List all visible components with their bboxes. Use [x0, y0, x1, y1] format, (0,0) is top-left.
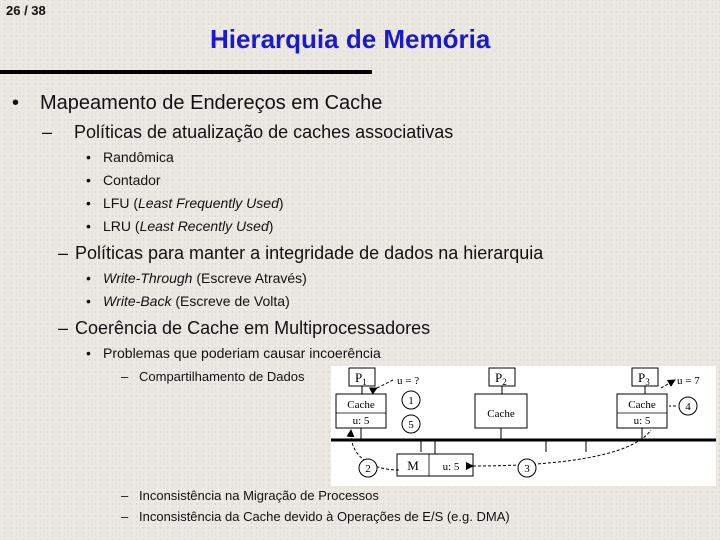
cache-coherence-diagram: [331, 366, 716, 486]
step-2: [359, 459, 377, 477]
item-text-post: ): [268, 218, 274, 234]
list-item: • LRU (Least Recently Used): [86, 218, 274, 234]
slide-title: Hierarquia de Memória: [210, 24, 491, 54]
item-text-post: ): [278, 195, 284, 211]
item-text: Problemas que poderiam causar incoerência: [103, 345, 381, 361]
cache-value: u: 5: [352, 415, 370, 427]
cache-label: Cache: [347, 399, 375, 411]
section2-heading-text: Políticas para manter a integridade de dados na hierarquia: [75, 243, 544, 263]
processor-p3: [632, 368, 658, 387]
page-number: 26 / 38: [6, 3, 46, 18]
step-4: [679, 397, 697, 415]
main-bullet-text: Mapeamento de Endereços em Cache: [40, 92, 383, 114]
list-item: • LFU (Least Frequently Used): [86, 195, 284, 211]
item-text-pre: LRU (: [103, 218, 140, 234]
step-number: 5: [408, 419, 414, 431]
item-text: Contador: [103, 172, 161, 188]
processor-subscript: 2: [502, 377, 507, 387]
p1-read-label: u = ?: [397, 375, 420, 387]
list-item: • Contador: [86, 172, 161, 188]
section3-heading: – Coerência de Cache em Multiprocessadores: [58, 318, 431, 338]
section1-heading-text: Políticas de atualização de caches associativas: [74, 122, 454, 142]
item-text-italic: Least Frequently Used: [138, 195, 279, 211]
processor-subscript: 1: [362, 377, 367, 387]
item-text: Randômica: [103, 149, 174, 165]
sub-item-text: Compartilhamento de Dados: [139, 369, 305, 384]
item-text-italic: Write-Back: [103, 293, 172, 309]
section3-heading-text: Coerência de Cache em Multiprocessadores: [75, 318, 431, 338]
step-5: [402, 415, 420, 433]
p3-write-label: u = 7: [677, 375, 700, 387]
cache-label: Cache: [628, 399, 656, 411]
processor-label: P: [495, 370, 503, 385]
memory-label: M: [407, 458, 419, 473]
list-item: • Write-Back (Escreve de Volta): [86, 293, 290, 309]
item-text-post: (Escreve de Volta): [171, 293, 290, 309]
processor-subscript: 3: [645, 377, 650, 387]
section1-heading: – Políticas de atualização de caches associativas: [42, 122, 454, 142]
svg-text:P2: [495, 370, 507, 387]
title-underline: [0, 70, 372, 74]
step-number: 4: [685, 401, 691, 413]
item-text-italic: Write-Through: [103, 270, 193, 286]
sub-list-item: – Inconsistência na Migração de Processos: [121, 488, 379, 503]
sub-item-text: Inconsistência da Cache devido à Operações de E/S (e.g. DMA): [139, 509, 510, 524]
item-text-italic: Least Recently Used: [139, 218, 269, 234]
cache-1: [336, 394, 386, 428]
list-item: • Problemas que poderiam causar incoerência: [86, 345, 381, 361]
memory-value: u: 5: [442, 461, 460, 473]
cache-label: Cache: [487, 408, 515, 420]
cache-value: u: 5: [633, 415, 651, 427]
item-text-pre: LFU (: [103, 195, 138, 211]
item-text-post: (Escreve Através): [192, 270, 307, 286]
processor-p1: [349, 368, 375, 387]
processor-label: P: [638, 370, 646, 385]
svg-text:P1: [355, 370, 367, 387]
step-number: 3: [524, 463, 530, 475]
list-item: • Write-Through (Escreve Através): [86, 270, 307, 286]
step-3: [518, 459, 536, 477]
sub-item-text: Inconsistência na Migração de Processos: [139, 488, 379, 503]
processor-label: P: [355, 370, 363, 385]
sub-list-item: – Inconsistência da Cache devido à Operações de E/S (e.g. DMA): [121, 509, 510, 524]
cache-3: [617, 394, 667, 428]
cache-2: [475, 394, 527, 428]
step-1: [402, 391, 420, 409]
svg-text:P3: [638, 370, 650, 387]
main-bullet: • Mapeamento de Endereços em Cache: [12, 92, 383, 114]
step-number: 1: [408, 395, 414, 407]
list-item: • Randômica: [86, 149, 174, 165]
main-memory: [397, 454, 473, 476]
sub-list-item: – Compartilhamento de Dados: [121, 369, 305, 384]
step-number: 2: [365, 463, 371, 475]
section2-heading: – Políticas para manter a integridade de dados na hierarquia: [58, 243, 544, 263]
processor-p2: [489, 368, 515, 387]
